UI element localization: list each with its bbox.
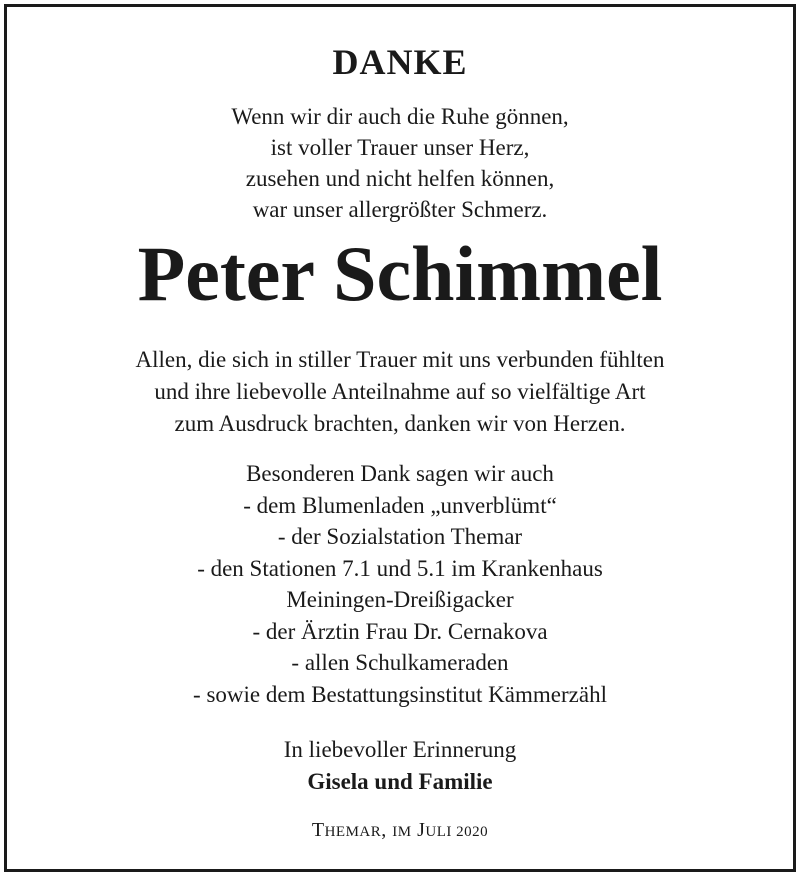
special-thanks-line: - den Stationen 7.1 und 5.1 im Krankenhaus — [197, 555, 603, 581]
thanks-paragraph — [7, 344, 793, 440]
month-initial: J — [417, 819, 426, 841]
year: 2020 — [451, 824, 489, 840]
special-thanks-line: Meiningen-Dreißigacker — [286, 587, 514, 612]
special-thanks-list — [7, 458, 793, 710]
special-thanks-line: - der Ärztin Frau Dr. Cernakova — [252, 618, 548, 644]
special-thanks-line: - dem Blumenladen „unverblümt“ — [243, 492, 557, 518]
place-separator: , — [381, 819, 393, 841]
special-thanks-line: - sowie dem Bestattungsinstitut Kämmerzähl — [193, 681, 607, 707]
poem-block — [7, 101, 793, 225]
thanks-line: Allen, die sich in stiller Trauer mit uns verbunden fühlten — [135, 347, 665, 372]
signature: Gisela und Familie — [307, 769, 493, 794]
poem-line: zusehen und nicht helfen können, — [245, 166, 555, 191]
obituary-frame — [4, 4, 796, 872]
closing-line: In liebevoller Erinnerung — [283, 737, 517, 762]
special-thanks-line: - der Sozialstation Themar — [277, 524, 523, 549]
month-rest: ULI — [425, 824, 452, 840]
poem-line: Wenn wir dir auch die Ruhe gönnen, — [231, 104, 569, 129]
place-rest: HEMAR — [324, 824, 382, 840]
closing-block — [7, 734, 793, 798]
heading-title: DANKE — [332, 42, 468, 82]
deceased-name: Peter Schimmel — [137, 230, 663, 317]
place-im: IM — [392, 824, 412, 840]
thanks-line: und ihre liebevolle Anteilnahme auf so vielfältige Art — [154, 379, 646, 404]
place-initial: T — [311, 819, 325, 841]
special-thanks-line: Besonderen Dank sagen wir auch — [246, 461, 554, 486]
poem-line: war unser allergrößter Schmerz. — [252, 197, 548, 222]
poem-line: ist voller Trauer unser Herz, — [270, 135, 530, 160]
thanks-line: zum Ausdruck brachten, danken wir von Herzen. — [174, 411, 626, 436]
place-date — [7, 819, 793, 842]
special-thanks-line: - allen Schulkameraden — [291, 650, 509, 675]
